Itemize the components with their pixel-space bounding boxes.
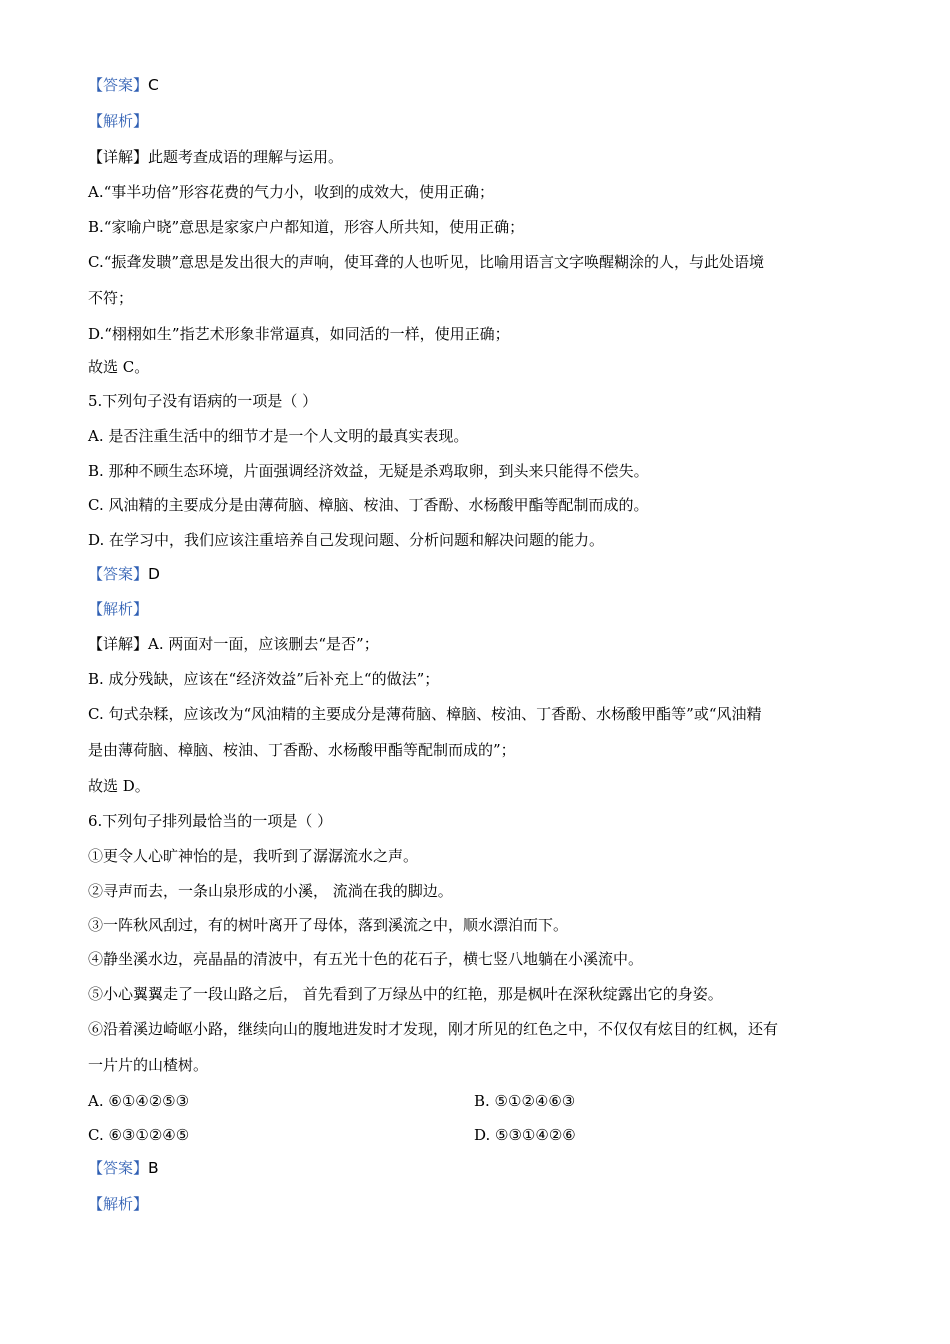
q6-sentence-4: ④静坐溪水边，亮晶晶的清波中，有五光十色的花石子，横七竖八地躺在小溪流中。 <box>88 950 644 968</box>
analysis-tag: 【解析】 <box>88 1195 149 1213</box>
q4-detail-line <box>88 146 343 168</box>
q6-option-a: A. ⑥①④②⑤③ <box>88 1092 190 1110</box>
q4-conclusion: 故选 C。 <box>88 358 150 376</box>
detail-tag: 【详解】 <box>88 635 149 653</box>
q6-sentence-3: ③一阵秋风刮过，有的树叶离开了母体，落到溪流之中，顺水漂泊而下。 <box>88 916 569 934</box>
q4-analysis-line <box>88 110 148 132</box>
q5-stem <box>88 390 317 412</box>
q6-stem-text: 6.下列句子排列最恰当的一项是（ ） <box>88 812 333 830</box>
q4-detail-d: D.“栩栩如生”指艺术形象非常逼真，如同活的一样，使用正确； <box>88 325 510 343</box>
q6-stem <box>88 810 332 832</box>
q5-option-d: D. 在学习中，我们应该注重培养自己发现问题、分析问题和解决问题的能力。 <box>88 531 605 549</box>
q5-answer-line <box>88 563 160 585</box>
q6-sentence-5: ⑤小心翼翼走了一段山路之后， 首先看到了万绿丛中的红艳，那是枫叶在深秋绽露出它的身姿。 <box>88 985 723 1003</box>
answer-value: D <box>148 565 160 583</box>
q5-conclusion: 故选 D。 <box>88 777 150 795</box>
q6-option-d: D. ⑤③①④②⑥ <box>474 1126 576 1144</box>
q4-detail-a: A.“事半功倍”形容花费的气力小，收到的成效大，使用正确； <box>88 183 494 201</box>
q5-option-b: B. 那种不顾生态环境，片面强调经济效益，无疑是杀鸡取卵，到头来只能得不偿失。 <box>88 462 649 480</box>
detail-intro: 此题考查成语的理解与运用。 <box>148 148 344 166</box>
q6-analysis-line <box>88 1193 148 1215</box>
q4-answer-line <box>88 74 159 96</box>
q6-sentence-1: ①更令人心旷神怡的是，我听到了潺潺流水之声。 <box>88 847 419 865</box>
answer-value: B <box>148 1159 159 1177</box>
q5-option-c: C. 风油精的主要成分是由薄荷脑、樟脑、桉油、丁香酚、水杨酸甲酯等配制而成的。 <box>88 496 649 514</box>
q5-option-a: A. 是否注重生活中的细节才是一个人文明的最真实表现。 <box>88 427 469 445</box>
analysis-tag: 【解析】 <box>88 600 149 618</box>
answer-tag: 【答案】 <box>88 565 149 583</box>
q6-sentence-6-cont: 一片片的山楂树。 <box>88 1056 209 1074</box>
answer-value: C <box>148 76 159 94</box>
q6-sentence-6: ⑥沿着溪边崎岖小路，继续向山的腹地进发时才发现，刚才所见的红色之中，不仅仅有炫目的红枫，还有 <box>88 1020 779 1038</box>
q4-detail-c: C.“振聋发聩”意思是发出很大的声响，使耳聋的人也听见，比喻用语言文字唤醒糊涂的人，与此处语境 <box>88 253 765 271</box>
q5-detail-line <box>88 633 379 655</box>
q6-option-b: B. ⑤①②④⑥③ <box>474 1092 576 1110</box>
q5-detail-b: B. 成分残缺，应该在“经济效益”后补充上“的做法”； <box>88 670 440 688</box>
q5-analysis-line <box>88 598 148 620</box>
q6-sentence-2: ②寻声而去，一条山泉形成的小溪， 流淌在我的脚边。 <box>88 882 453 900</box>
answer-tag: 【答案】 <box>88 76 149 94</box>
detail-first: A. 两面对一面，应该删去“是否”； <box>148 635 379 653</box>
q4-detail-b: B.“家喻户晓”意思是家家户户都知道，形容人所共知，使用正确； <box>88 218 525 236</box>
analysis-tag: 【解析】 <box>88 112 149 130</box>
q5-detail-c-cont: 是由薄荷脑、樟脑、桉油、丁香酚、水杨酸甲酯等配制而成的”； <box>88 741 516 759</box>
q5-detail-c: C. 句式杂糅，应该改为“风油精的主要成分是薄荷脑、樟脑、桉油、丁香酚、水杨酸甲酯等”或“风油精 <box>88 705 762 723</box>
q6-option-c: C. ⑥③①②④⑤ <box>88 1126 190 1144</box>
detail-tag: 【详解】 <box>88 148 149 166</box>
answer-tag: 【答案】 <box>88 1159 149 1177</box>
q4-detail-c-cont: 不符； <box>88 289 134 307</box>
q5-stem-text: 5.下列句子没有语病的一项是（ ） <box>88 392 318 410</box>
q6-answer-line <box>88 1157 159 1179</box>
